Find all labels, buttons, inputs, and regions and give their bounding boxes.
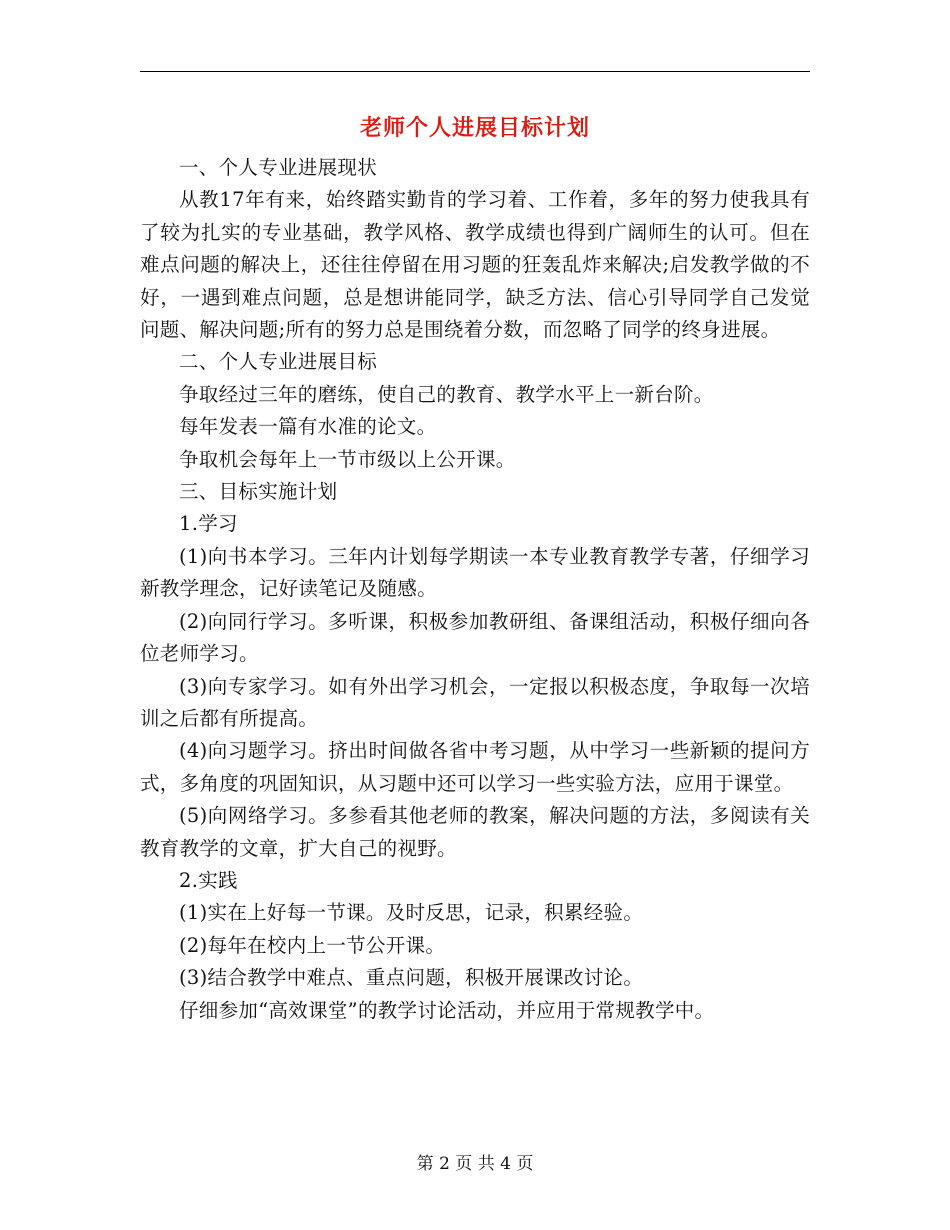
study-item-2: (2)向同行学习。多听课，积极参加教研组、备课组活动，积极仔细向各位老师学习。 xyxy=(140,609,810,666)
study-item-1: (1)向书本学习。三年内计划每学期读一本专业教育教学专著，仔细学习新教学理念，记好读笔记及随感。 xyxy=(140,544,810,601)
study-item-5: (5)向网络学习。多参看其他老师的教案，解决问题的方法，多阅读有关教育教学的文章，扩大自己的视野。 xyxy=(140,804,810,860)
paragraph-status: 从教17年有来，始终踏实勤肯的学习着、工作着，多年的努力使我具有了较为扎实的专业基础，教学风格、教学成绩也得到广阔师生的认可。但在难点问题的解决上，还往往停留在用习题的狂轰乱炸来解决;启发教学做的不好，一遇到难点问题，总是想讲能同学，缺乏方法、信心引导同学自己发觉问题、解决问题;所有的努力总是围绕着分数，而忽略了同学的终身进展。 xyxy=(140,188,810,342)
subheading-study: 1.学习 xyxy=(179,512,238,536)
subheading-practice: 2.实践 xyxy=(179,868,238,892)
study-item-4: (4)向习题学习。挤出时间做各省中考习题，从中学习一些新颖的提问方式，多角度的巩固知识，从习题中还可以学习一些实验方法，应用于课堂。 xyxy=(140,739,810,795)
practice-item-3: (3)结合教学中难点、重点问题，积极开展课改讨论。 xyxy=(179,966,644,990)
section-heading-1: 一、个人专业进展现状 xyxy=(179,156,378,179)
study-item-3: (3)向专家学习。如有外出学习机会，一定报以积极态度，争取每一次培训之后都有所提高。 xyxy=(140,674,810,730)
goal-item-2: 每年发表一篇有水准的论文。 xyxy=(179,415,437,439)
section-heading-2: 二、个人专业进展目标 xyxy=(179,350,378,374)
practice-item-2: (2)每年在校内上一节公开课。 xyxy=(179,933,446,957)
goal-item-1: 争取经过三年的磨练，使自己的教育、教学水平上一新台阶。 xyxy=(179,382,714,406)
header-rule xyxy=(140,71,810,72)
document-body xyxy=(140,106,810,1027)
document-title: 老师个人进展目标计划 xyxy=(359,115,590,141)
goal-item-3: 争取机会每年上一节市级以上公开课。 xyxy=(179,447,516,471)
page-number-footer: 第 2 页 共 4 页 xyxy=(416,1154,534,1174)
section-heading-3: 三、目标实施计划 xyxy=(179,480,338,504)
practice-item-4: 仔细参加“高效课堂”的教学讨论活动，并应用于常规教学中。 xyxy=(179,998,715,1022)
practice-item-1: (1)实在上好每一节课。及时反思，记录，积累经验。 xyxy=(179,901,644,925)
